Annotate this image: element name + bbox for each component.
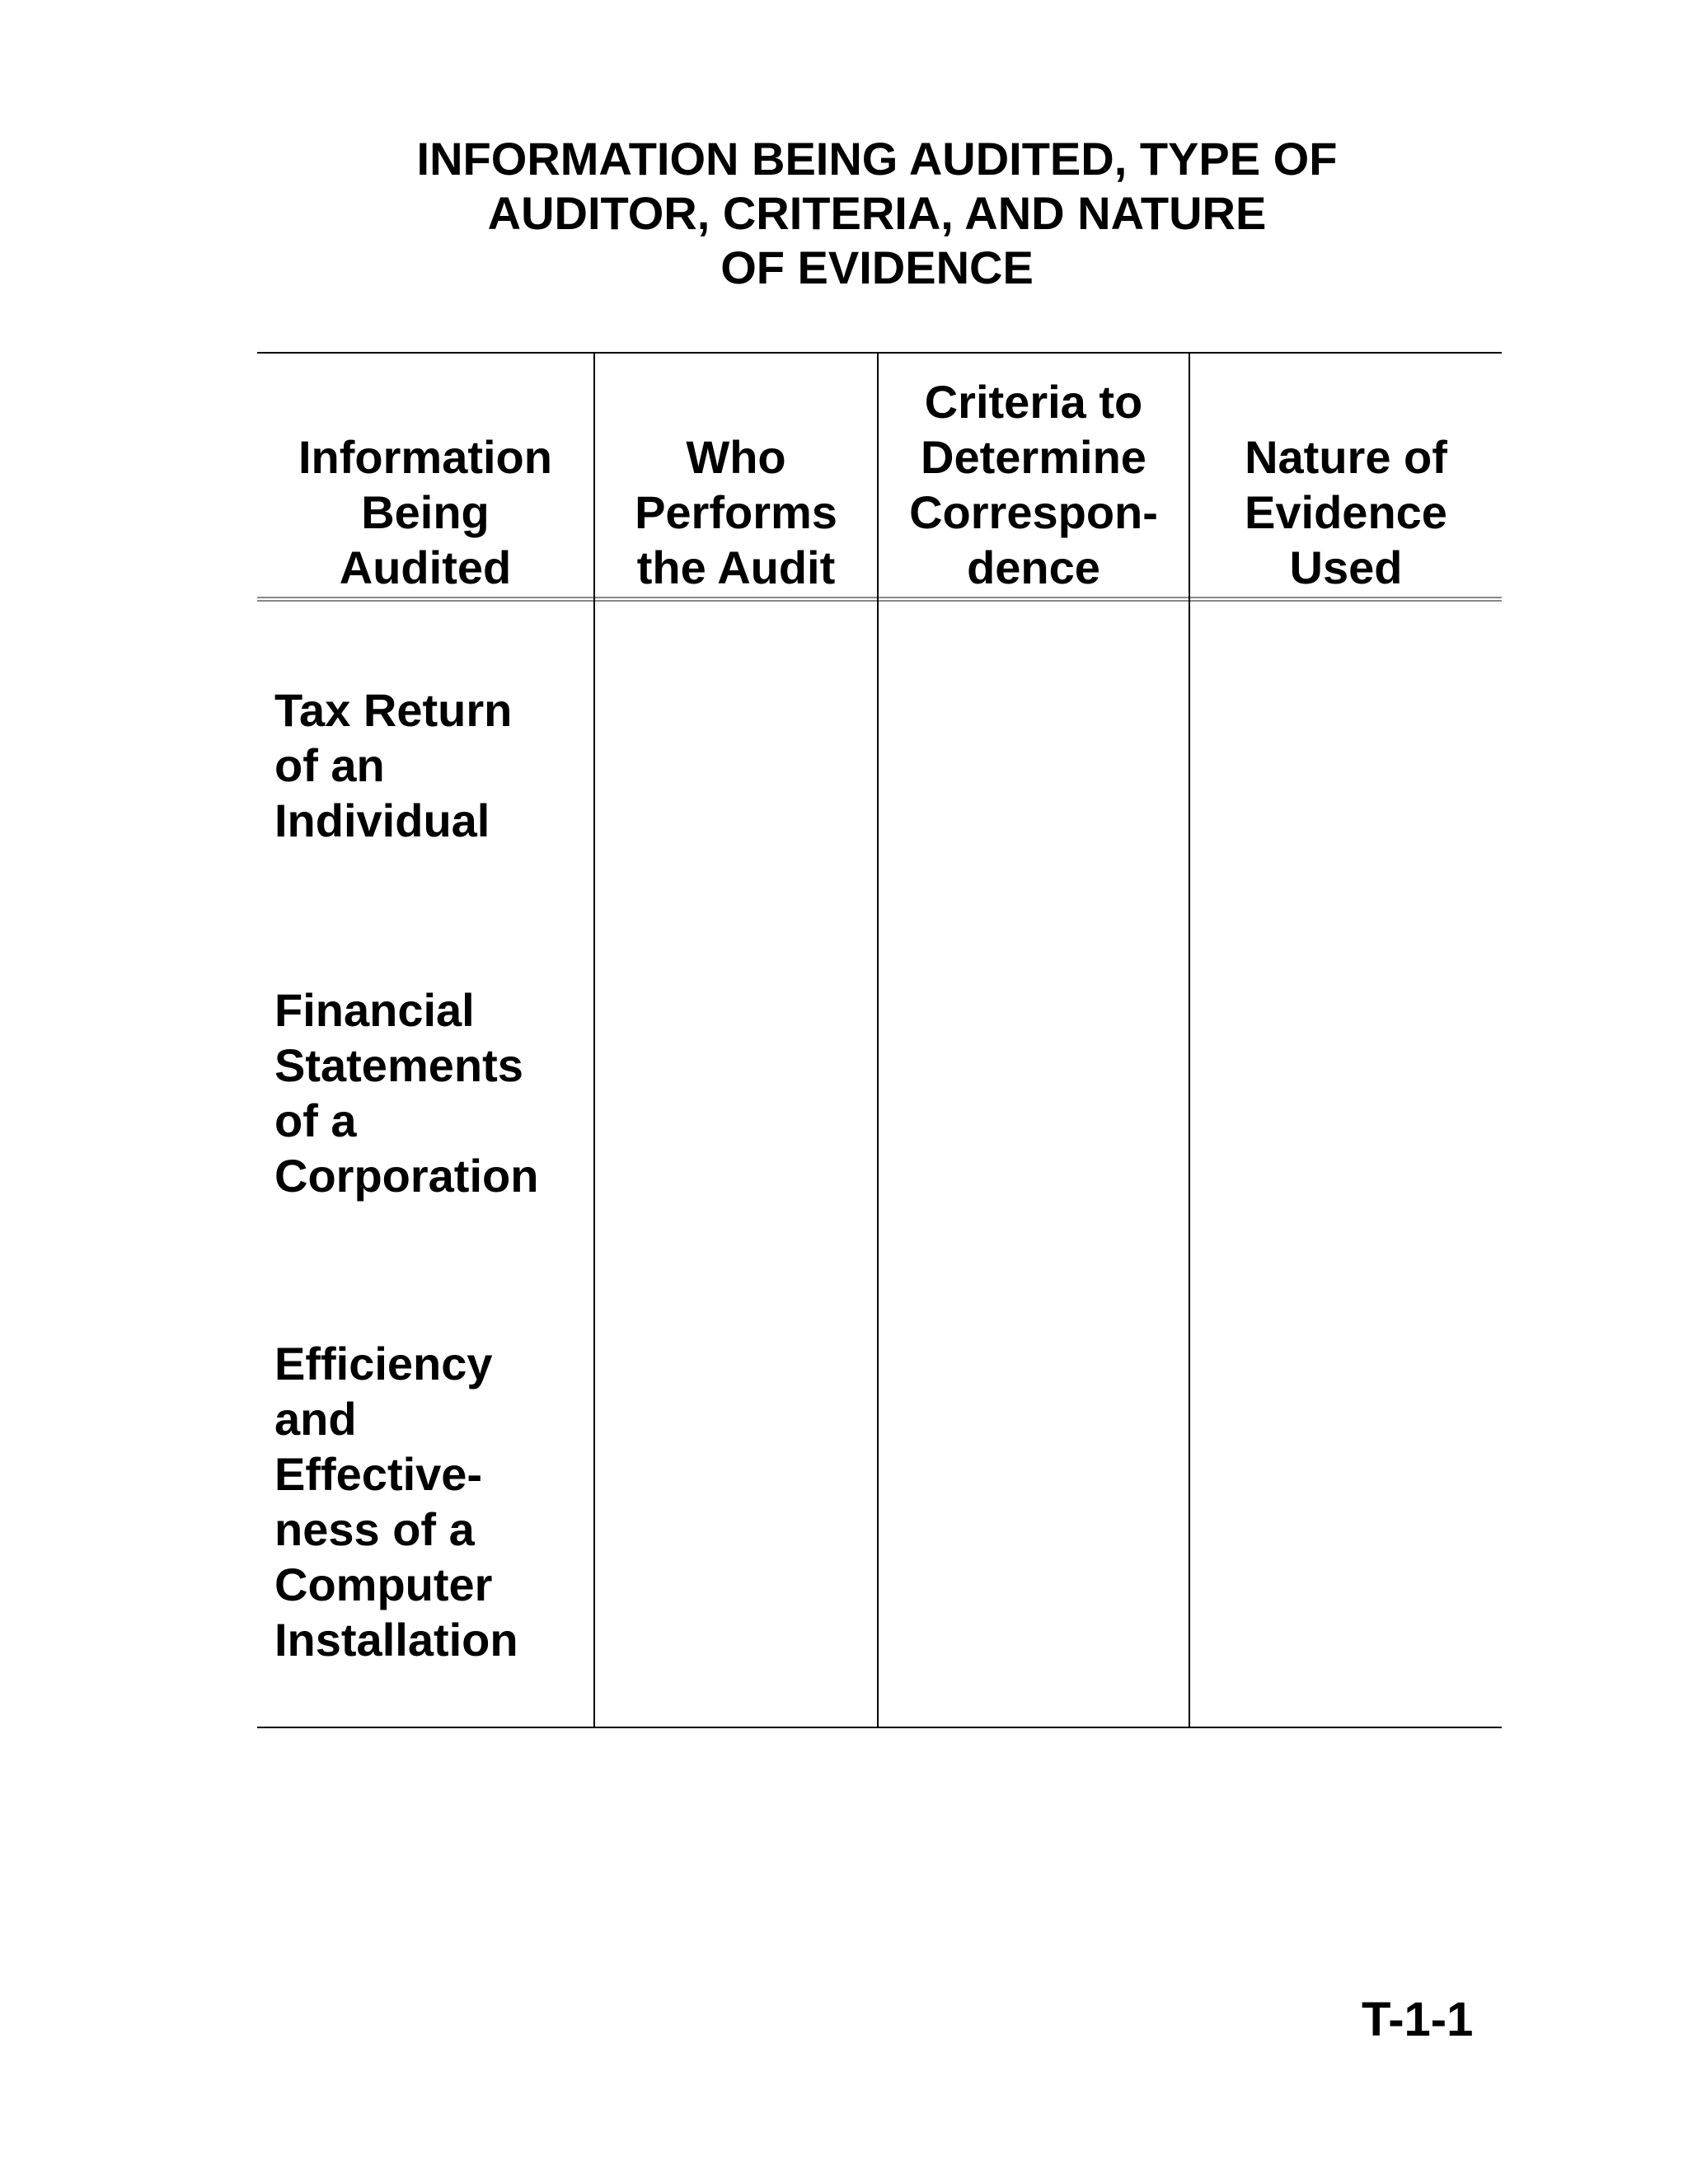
header-line: Correspon-: [909, 486, 1158, 538]
header-line: Performs: [635, 486, 837, 538]
audit-table: [257, 352, 1502, 1728]
row-label-line: and: [274, 1393, 357, 1445]
header-line: dence: [967, 541, 1100, 593]
header-rule: [257, 597, 1502, 598]
row-label-line: Efficiency: [274, 1338, 493, 1390]
row-label-line: of an: [274, 739, 385, 791]
column-header-information-being-audited: [257, 352, 593, 597]
row-label-line: Tax Return: [274, 684, 513, 736]
header-line: Criteria to: [924, 376, 1143, 428]
column-header-who-performs: [595, 352, 877, 597]
header-line: Used: [1289, 541, 1403, 593]
table-bottom-rule: [257, 1727, 1502, 1728]
row-label-line: of a: [274, 1094, 357, 1146]
row-label-line: Corporation: [274, 1150, 539, 1202]
row-label-line: Individual: [274, 794, 490, 846]
row-label-line: ness of a: [274, 1503, 475, 1555]
column-header-nature-of-evidence: [1190, 352, 1502, 597]
row-label-line: Statements: [274, 1039, 523, 1091]
header-line: Information: [298, 431, 552, 483]
row-label-line: Installation: [274, 1614, 518, 1666]
row-label-line: Computer: [274, 1558, 493, 1610]
row-label-line: Effective-: [274, 1448, 483, 1500]
column-header-criteria: [879, 352, 1189, 597]
row-label-efficiency: [274, 1336, 518, 1667]
header-rule: [257, 600, 1502, 602]
header-line: Audited: [339, 541, 512, 593]
page-title: [0, 132, 1688, 295]
header-line: Evidence: [1245, 486, 1447, 538]
row-label-line: Financial: [274, 984, 475, 1036]
row-label-financial-statements: [274, 982, 538, 1203]
header-line: Who: [686, 431, 786, 483]
header-line: the Audit: [636, 541, 836, 593]
title-line: INFORMATION BEING AUDITED, TYPE OF: [416, 133, 1338, 185]
header-line: Nature of: [1245, 431, 1447, 483]
header-line: Being: [361, 486, 490, 538]
title-line: OF EVIDENCE: [720, 241, 1034, 293]
title-line: AUDITOR, CRITERIA, AND NATURE: [487, 187, 1267, 239]
header-line: Determine: [921, 431, 1146, 483]
page-code: T-1-1: [1362, 1993, 1474, 2046]
row-label-tax-return: [274, 682, 512, 848]
